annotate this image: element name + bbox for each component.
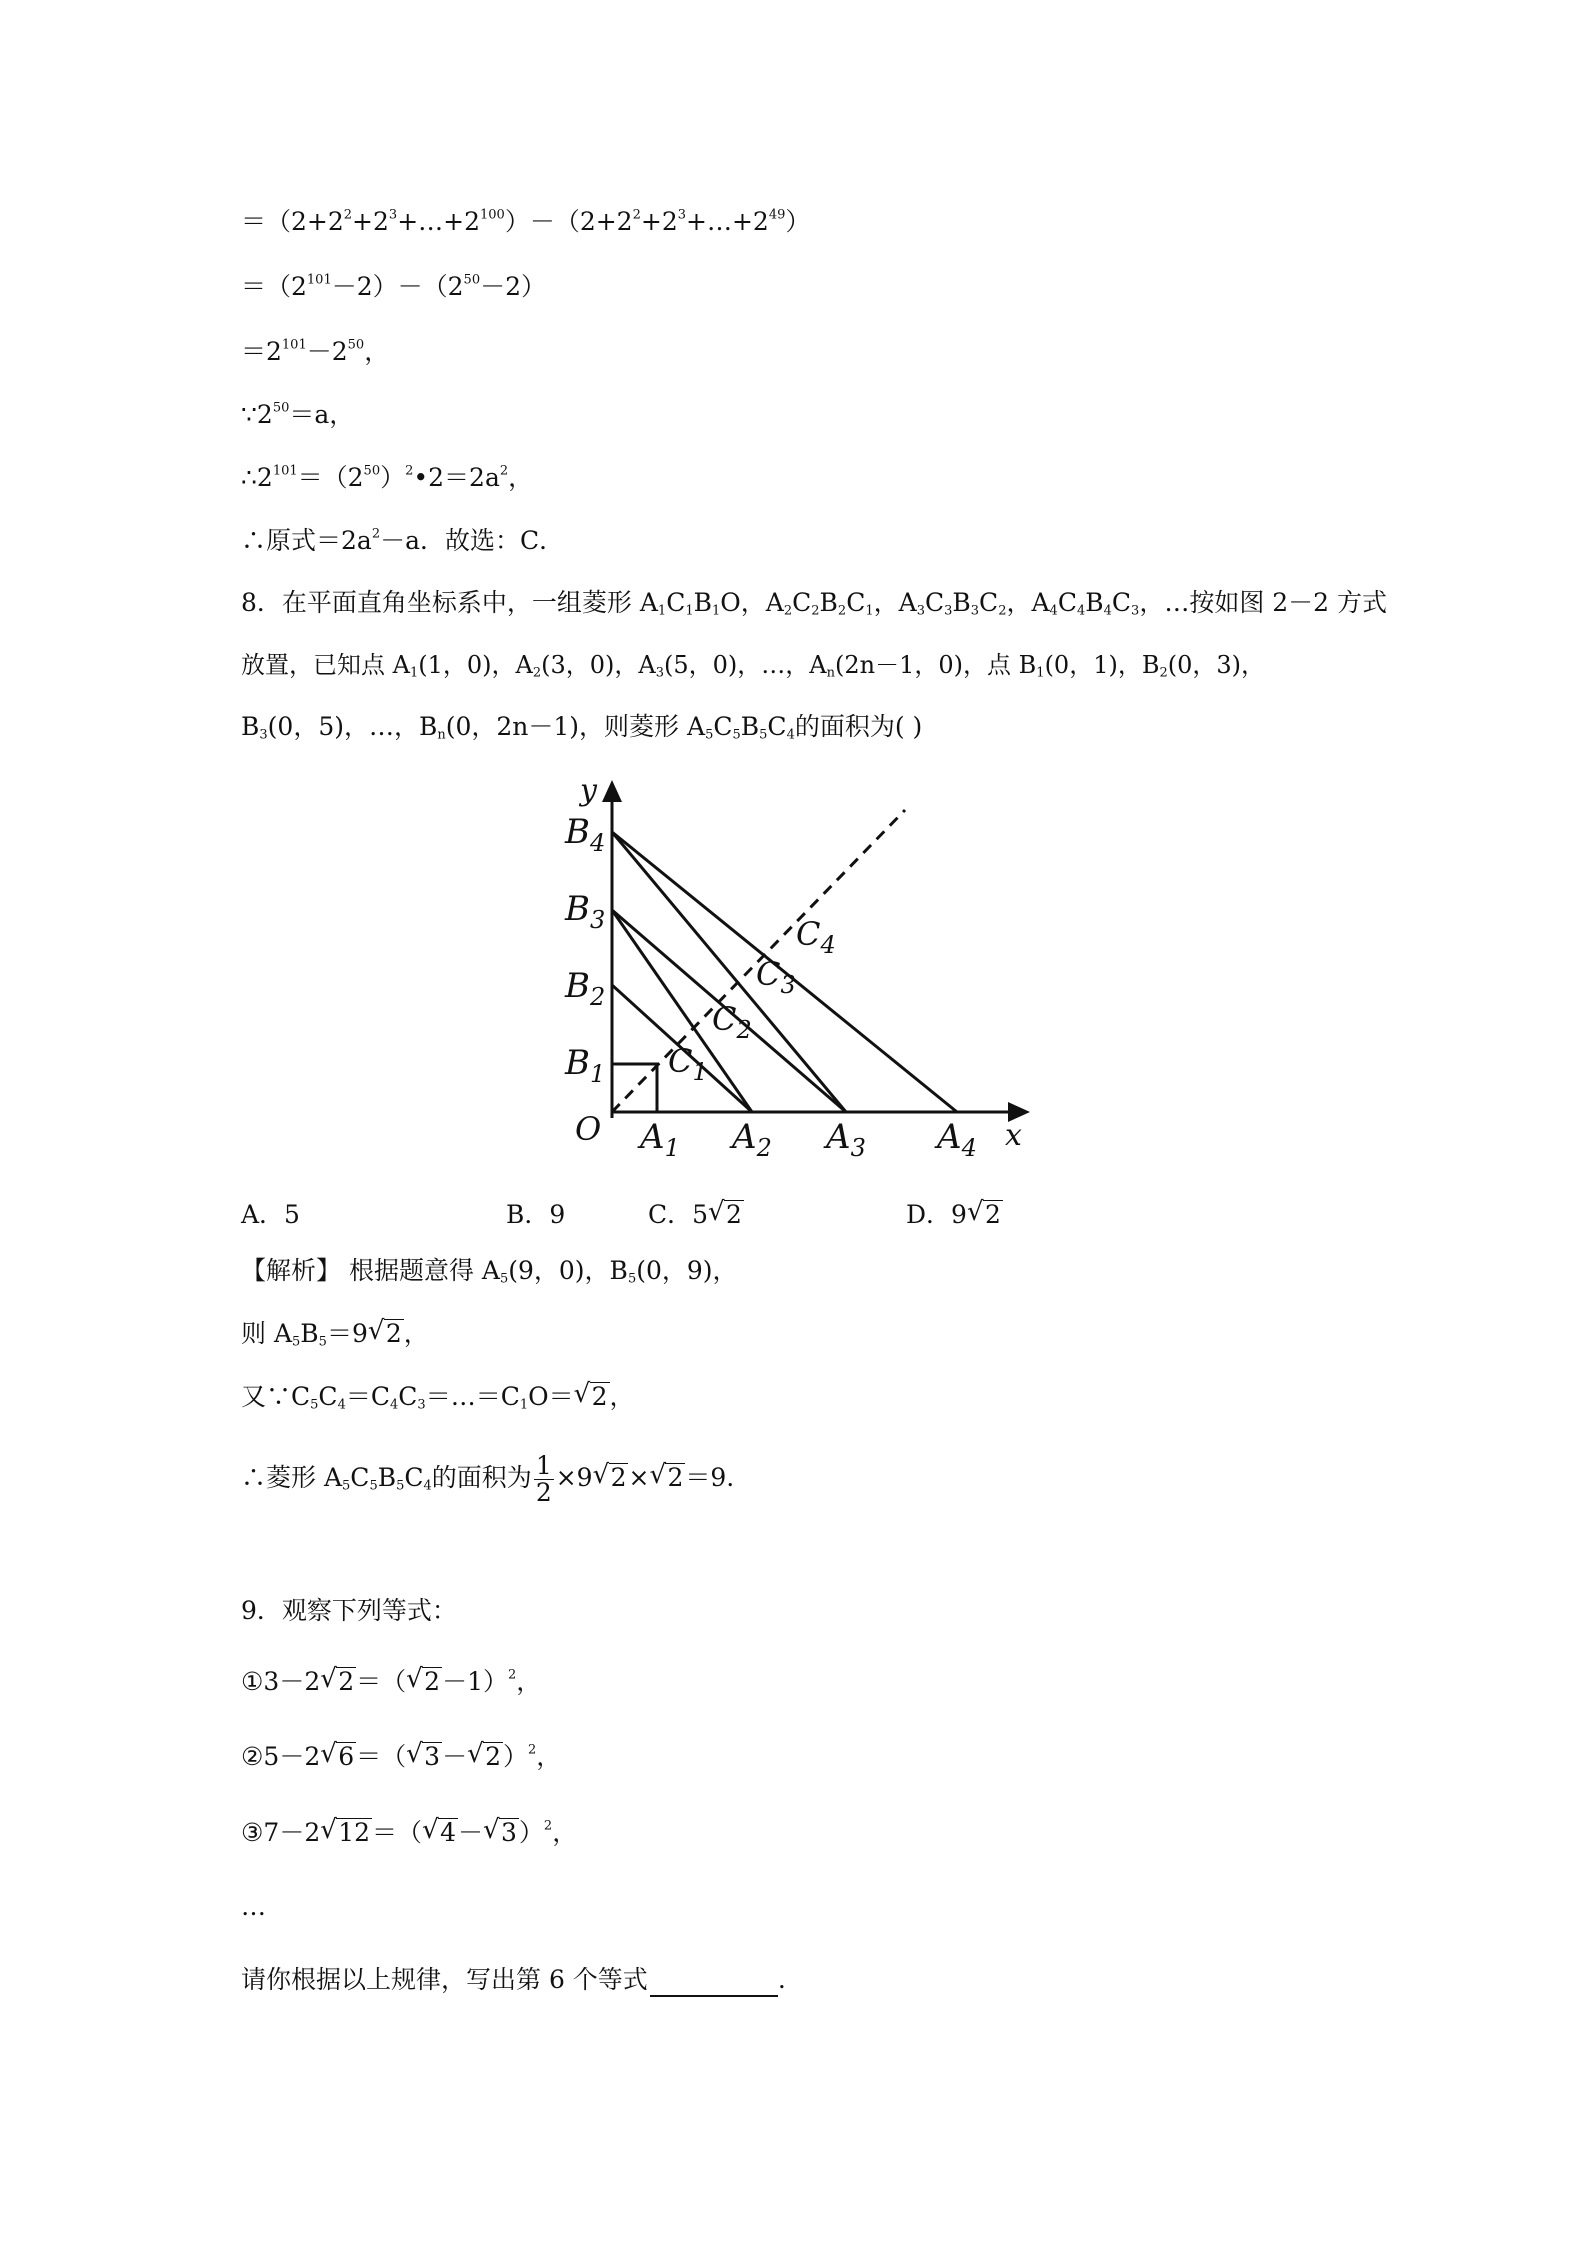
analysis-line-3: 又$\because C_5C_4=C_4C_3=\dots=C_1O=$ √ 2， bbox=[241, 1379, 635, 1413]
segment-b4-a3 bbox=[612, 832, 846, 1112]
c4-label: $C_4$ bbox=[796, 915, 836, 959]
option-b: B．9 bbox=[506, 1200, 566, 1229]
c1-label: $C_1$ bbox=[668, 1042, 708, 1086]
sqrt-symbol: √ 2 bbox=[367, 1316, 402, 1348]
sqrt-symbol: √ 2 bbox=[406, 1664, 441, 1696]
rhombus-figure bbox=[550, 770, 1050, 1160]
option-a: A．5 bbox=[241, 1200, 300, 1229]
a2-label: $A_2$ bbox=[732, 1117, 772, 1160]
sqrt-symbol: √ 2 bbox=[320, 1664, 355, 1696]
analysis-line-1: 【解析】 根据题意得 $A_5(9$，0)，$B_5(0$，9)， bbox=[241, 1256, 738, 1287]
sqrt-symbol: √ 2 bbox=[467, 1739, 501, 1771]
q9-eq-3: ③7－2 √ 12＝（ √ 4－ √ 3）$^2$， bbox=[241, 1816, 577, 1850]
answer-blank[interactable] bbox=[650, 1969, 778, 1997]
sqrt-symbol: √ 2 bbox=[592, 1460, 627, 1492]
q9-eq-2: ②5－2 √ 6＝（ √ 3－ √ 2）$^2$， bbox=[241, 1740, 561, 1774]
sqrt-symbol: √ 2 bbox=[649, 1460, 684, 1492]
q9-ellipsis: … bbox=[241, 1892, 266, 1921]
solution-line-6: ∴原式$=2a^2-a$．故选：C． bbox=[241, 526, 565, 555]
sqrt-symbol: √ 2 bbox=[966, 1197, 1001, 1229]
analysis-line-2: 则 $A_5B_5=9$ √ 2， bbox=[241, 1316, 429, 1350]
solution-line-2: $=(2^{101}-2)-(2^{50}-2)$ bbox=[241, 272, 546, 301]
solution-line-3: $=2^{101}-2^{50}$， bbox=[241, 337, 390, 366]
q8-line-3: $B_3(0$，5)，…，$B_n(0$，2n－1)，则菱形 $A_5C_5B_5C_4$的面积为( ) bbox=[241, 712, 923, 743]
b3-label: $B_3$ bbox=[565, 889, 606, 934]
sqrt-symbol: √ 3 bbox=[482, 1815, 517, 1847]
q9-eq-1: ①3－2 √ 2＝（ √ 2－1）$^2$， bbox=[241, 1665, 541, 1699]
a3-label: $A_3$ bbox=[826, 1117, 866, 1160]
sqrt-symbol: √ 3 bbox=[406, 1739, 441, 1771]
sqrt-symbol: √ 12 bbox=[320, 1815, 371, 1847]
q8-line-1: 8．在平面直角坐标系中，一组菱形 $A_1C_1B_1O$，$A_2C_2B_2C_1$，$A_3C_3B_3C_2$，$A_4C_4B_4C_3$，…按如图 2－2 方式 bbox=[241, 588, 1388, 619]
option-c: C．5 √ 2 bbox=[648, 1197, 742, 1229]
segment-b2-a1 bbox=[612, 985, 657, 1064]
solution-line-1: $=(2+2^2+2^3+\dots+2^{100})-(2+2^2+2^3+\dots+2^{49})$ bbox=[241, 207, 811, 236]
c2-label: $C_2$ bbox=[712, 1000, 752, 1044]
x-axis-label: x bbox=[1005, 1118, 1022, 1153]
y-axis-label: y bbox=[580, 773, 597, 808]
b2-label: $B_2$ bbox=[565, 966, 606, 1011]
option-d: D．9 √ 2 bbox=[906, 1197, 1001, 1229]
sqrt-symbol: √ 2 bbox=[573, 1379, 608, 1411]
sqrt-symbol: √ 4 bbox=[422, 1815, 456, 1847]
sqrt-symbol: √ 6 bbox=[320, 1739, 355, 1771]
analysis-line-4: ∴菱形 $A_5C_5B_5C_4$的面积为 $\frac{1}{2}$ ×9 √ 2× √ 2＝9. bbox=[241, 1448, 734, 1508]
q8-line-2: 放置，已知点 $A_1(1$，0)，$A_2(3$，0)，$A_3(5$，0)，…，$A_n(2n-1$，0)，点 $B_1(0$，1)，$B_2(0$，3)， bbox=[241, 651, 1266, 681]
segment-b2-c1-a2 bbox=[612, 985, 657, 1064]
fraction: $\frac{1}{2}$ bbox=[535, 1451, 552, 1507]
q9-prompt: 请你根据以上规律，写出第 6 个等式 . bbox=[241, 1963, 786, 1997]
sqrt-symbol: √ 2 bbox=[708, 1197, 742, 1229]
q9-title: 9．观察下列等式： bbox=[241, 1596, 457, 1625]
b1-label: $B_1$ bbox=[565, 1043, 606, 1088]
c3-label: $C_3$ bbox=[756, 955, 796, 999]
origin-label: O bbox=[575, 1110, 602, 1148]
y-axis-arrow bbox=[602, 780, 622, 802]
b4-label: $B_4$ bbox=[565, 812, 606, 857]
a1-label: $A_1$ bbox=[640, 1117, 680, 1160]
solution-line-5: $\therefore 2^{101}=(2^{50})^2•2=2a^2$， bbox=[241, 463, 534, 492]
solution-line-4: $\because 2^{50}=a$， bbox=[241, 400, 355, 429]
a4-label: $A_4$ bbox=[937, 1117, 977, 1160]
